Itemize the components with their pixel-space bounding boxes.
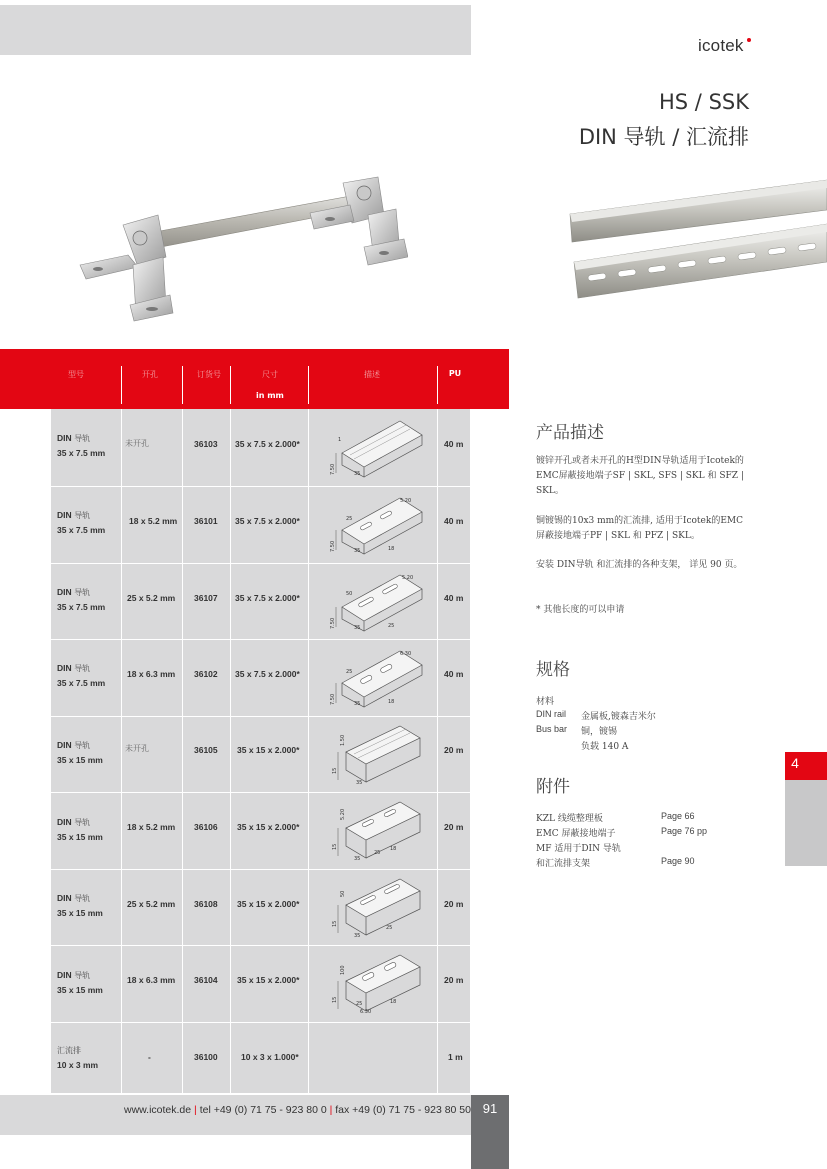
- row-type-name-zh: 导轨: [74, 664, 91, 673]
- header-pu: PU: [448, 369, 462, 378]
- row-type-dims: 10 x 3 mm: [57, 1060, 99, 1070]
- accessory-page-link[interactable]: Page 66: [661, 811, 695, 821]
- row-pu: 1 m: [448, 1052, 463, 1062]
- description-paragraph: 铜镀锡的10x3 mm的汇流排, 适用于Icotek的EMC 屏蔽接地端子PF | SKL 和 PFZ | SKL。: [536, 516, 743, 541]
- header-divider: [308, 366, 309, 404]
- dim-label: 35: [354, 548, 361, 554]
- spec-din-rail-value: 金属板,镀森吉米尔: [581, 712, 656, 722]
- dim-label: 7.50: [330, 617, 336, 629]
- dim-label: 5.20: [340, 808, 346, 820]
- chapter-number: 4: [791, 755, 799, 771]
- row-size: 35 x 15 x 2.000*: [237, 975, 300, 985]
- accessory-page-link[interactable]: Page 76 pp: [661, 826, 708, 836]
- header-divider: [437, 366, 438, 404]
- row-size: 35 x 15 x 2.000*: [237, 745, 300, 755]
- row-size: 35 x 7.5 x 2.000*: [235, 439, 300, 449]
- row-size: 35 x 7.5 x 2.000*: [235, 593, 300, 603]
- row-size: 35 x 15 x 2.000*: [237, 822, 300, 832]
- row-type-dims: 35 x 15 mm: [57, 908, 103, 918]
- spec-load-value: 负载 140 A: [581, 742, 629, 752]
- footer-website-link[interactable]: www.icotek.de: [124, 1104, 192, 1116]
- row-hole: 未开孔: [125, 744, 149, 753]
- spec-bus-bar-label: Bus bar: [536, 724, 568, 734]
- row-type-dims: 35 x 7.5 mm: [57, 678, 106, 688]
- row-pu: 40 m: [444, 669, 464, 679]
- dim-label: 50: [340, 890, 346, 897]
- footer-phone: tel +49 (0) 71 75 - 923 80 0: [199, 1104, 327, 1116]
- column-divider: [182, 409, 183, 1093]
- row-hole: 25 x 5.2 mm: [127, 593, 176, 603]
- specs-heading: 规格: [536, 660, 570, 680]
- header-size-unit: in mm: [256, 391, 284, 400]
- dim-label: 25: [346, 669, 353, 675]
- row-hole: 18 x 6.3 mm: [127, 669, 176, 679]
- header-order-no: 订货号: [197, 370, 221, 379]
- din-rail-deep-slotted-drawing: [330, 800, 430, 862]
- row-type-name-zh: 导轨: [74, 588, 91, 597]
- header-divider: [230, 366, 231, 404]
- din-rail-deep-slotted-drawing: [330, 953, 430, 1015]
- row-size: 35 x 7.5 x 2.000*: [235, 669, 300, 679]
- description-paragraph: 镀锌开孔或者未开孔的H型DIN导轨适用于Icotek的EMC屏蔽接地端子SF | SKL, SFS | SKL 和 SFZ | SKL。: [536, 456, 744, 496]
- page-subtitle: DIN 导轨 / 汇流排: [578, 125, 749, 149]
- brand-logo[interactable]: icotek: [698, 36, 744, 55]
- row-divider: [51, 1022, 470, 1023]
- dim-label: 25: [374, 850, 381, 856]
- row-hole: 18 x 6.3 mm: [127, 975, 176, 985]
- row-pu: 20 m: [444, 745, 464, 755]
- din-rail-slotted-drawing: [330, 494, 430, 556]
- table-row: [57, 431, 105, 461]
- accessory-name: 和汇流排支架: [536, 859, 591, 869]
- dim-label: 35: [354, 625, 361, 631]
- row-type-name: DIN: [57, 817, 72, 827]
- row-hole: 18 x 5.2 mm: [129, 516, 178, 526]
- column-divider: [308, 409, 309, 1093]
- row-type-name-zh: 导轨: [74, 971, 91, 980]
- dim-label: 7.50: [330, 693, 336, 705]
- dim-label: 1.50: [340, 734, 346, 746]
- row-divider: [51, 639, 470, 640]
- row-order-no: 36103: [194, 439, 218, 449]
- row-order-no: 36100: [194, 1052, 218, 1062]
- row-type-name-zh: 导轨: [74, 818, 91, 827]
- row-size: 35 x 7.5 x 2.000*: [235, 516, 300, 526]
- row-pu: 20 m: [444, 899, 464, 909]
- row-type-dims: 35 x 7.5 mm: [57, 448, 106, 458]
- column-divider: [121, 409, 122, 1093]
- row-pu: 20 m: [444, 975, 464, 985]
- chapter-tab-grey: [785, 780, 827, 866]
- description-heading: 产品描述: [536, 423, 604, 443]
- table-row: [57, 585, 105, 615]
- dim-label: 25: [346, 516, 353, 522]
- row-size: 35 x 15 x 2.000*: [237, 899, 300, 909]
- table-row: [57, 891, 103, 921]
- dim-label: 18: [390, 846, 397, 852]
- spec-din-rail-label: DIN rail: [536, 709, 567, 719]
- dim-label: 6.30: [360, 1009, 372, 1015]
- page-title: HS / SSK: [659, 90, 749, 114]
- description-footnote: * 其他长度的可以申请: [536, 605, 625, 615]
- dim-label: 15: [332, 996, 338, 1003]
- header-hole: 开孔: [142, 370, 158, 379]
- header-description: 描述: [364, 370, 380, 379]
- table-row: [57, 661, 105, 691]
- rail-bracket-photo: [78, 175, 408, 325]
- table-row: [57, 968, 103, 998]
- table-row: [57, 508, 105, 538]
- dim-label: 7.50: [330, 540, 336, 552]
- header-type: 型号: [68, 370, 84, 379]
- logo-dot-icon: [747, 38, 751, 42]
- row-divider: [51, 792, 470, 793]
- din-rail-deep-slotted-drawing: [330, 877, 430, 939]
- din-rail-slotted-drawing: [330, 647, 430, 709]
- row-divider: [51, 716, 470, 717]
- dim-label: 25: [388, 623, 395, 629]
- table-row: [57, 815, 103, 845]
- row-order-no: 36102: [194, 669, 218, 679]
- dim-label: 18: [388, 546, 395, 552]
- row-type-name-zh: 汇流排: [57, 1046, 81, 1055]
- row-order-no: 36101: [194, 516, 218, 526]
- dim-label: 25: [386, 925, 393, 931]
- spec-bus-bar-value: 铜，镀锡: [581, 727, 618, 737]
- dim-label: 35: [356, 780, 363, 786]
- header-size: 尺寸: [262, 370, 278, 379]
- row-type-name-zh: 导轨: [74, 894, 91, 903]
- row-pu: 40 m: [444, 516, 464, 526]
- header-divider: [182, 366, 183, 404]
- row-pu: 20 m: [444, 822, 464, 832]
- page-number: 91: [482, 1101, 498, 1116]
- header-divider: [121, 366, 122, 404]
- row-hole: -: [148, 1052, 151, 1062]
- din-rail-slotted-drawing: [330, 571, 430, 633]
- row-type-name: DIN: [57, 893, 72, 903]
- row-hole: 25 x 5.2 mm: [127, 899, 176, 909]
- dim-label: 5.20: [400, 498, 412, 504]
- footer-fax: fax +49 (0) 71 75 - 923 80 50: [335, 1104, 471, 1116]
- row-type-name: DIN: [57, 587, 72, 597]
- row-order-no: 36107: [194, 593, 218, 603]
- dim-label: 5.20: [402, 575, 414, 581]
- row-pu: 40 m: [444, 593, 464, 603]
- table-row: [57, 1044, 98, 1073]
- row-hole: 18 x 5.2 mm: [127, 822, 176, 832]
- accessory-name: EMC 屏蔽接地端子: [536, 829, 616, 839]
- dim-label: 18: [388, 699, 395, 705]
- row-divider: [51, 869, 470, 870]
- dim-label: 35: [354, 701, 361, 707]
- dim-label: 1: [338, 437, 342, 443]
- row-divider: [51, 563, 470, 564]
- din-rails-photo: [566, 178, 827, 303]
- row-type-dims: 35 x 7.5 mm: [57, 602, 106, 612]
- din-rail-deep-drawing: [330, 724, 430, 786]
- accessory-name: KZL 线缆整理板: [536, 814, 603, 824]
- row-type-dims: 35 x 7.5 mm: [57, 525, 106, 535]
- dim-label: 35: [354, 471, 361, 477]
- column-divider: [230, 409, 231, 1093]
- column-divider: [437, 409, 438, 1093]
- row-hole: 未开孔: [125, 439, 149, 448]
- accessories-heading: 附件: [536, 777, 570, 797]
- dim-label: 7.50: [330, 463, 336, 475]
- din-rail-drawing: [330, 417, 430, 479]
- row-type-name: DIN: [57, 510, 72, 520]
- row-type-name: DIN: [57, 970, 72, 980]
- row-type-name: DIN: [57, 433, 72, 443]
- dim-label: 6.30: [400, 651, 412, 657]
- top-grey-bar: [0, 5, 471, 55]
- row-type-name-zh: 导轨: [74, 741, 91, 750]
- dim-label: 100: [340, 965, 346, 975]
- dim-label: 15: [332, 767, 338, 774]
- dim-label: 15: [332, 920, 338, 927]
- accessory-name: MF 适用于DIN 导轨: [536, 844, 621, 854]
- row-type-dims: 35 x 15 mm: [57, 755, 103, 765]
- row-type-name: DIN: [57, 663, 72, 673]
- footer-contact: www.icotek.de | tel +49 (0) 71 75 - 923 80 0 | fax +49 (0) 71 75 - 923 80 50: [124, 1104, 471, 1116]
- dim-label: 50: [346, 591, 353, 597]
- row-order-no: 36108: [194, 899, 218, 909]
- dim-label: 35: [354, 856, 361, 862]
- row-type-name-zh: 导轨: [74, 434, 91, 443]
- row-type-name-zh: 导轨: [74, 511, 91, 520]
- row-type-dims: 35 x 15 mm: [57, 985, 103, 995]
- table-row: [57, 738, 103, 768]
- dim-label: 25: [356, 1001, 363, 1007]
- row-order-no: 36105: [194, 745, 218, 755]
- dim-label: 35: [354, 933, 361, 939]
- dim-label: 18: [390, 999, 397, 1005]
- description-paragraph: 安装 DIN导轨 和汇流排的各种支架， 详见 90 页。: [536, 560, 743, 570]
- row-order-no: 36104: [194, 975, 218, 985]
- spec-material-label: 材料: [536, 697, 555, 707]
- dim-label: 15: [332, 843, 338, 850]
- row-divider: [51, 486, 470, 487]
- row-size: 10 x 3 x 1.000*: [241, 1052, 299, 1062]
- accessory-page-link[interactable]: Page 90: [661, 856, 695, 866]
- row-type-name: DIN: [57, 740, 72, 750]
- row-type-dims: 35 x 15 mm: [57, 832, 103, 842]
- row-order-no: 36106: [194, 822, 218, 832]
- row-divider: [51, 945, 470, 946]
- row-pu: 40 m: [444, 439, 464, 449]
